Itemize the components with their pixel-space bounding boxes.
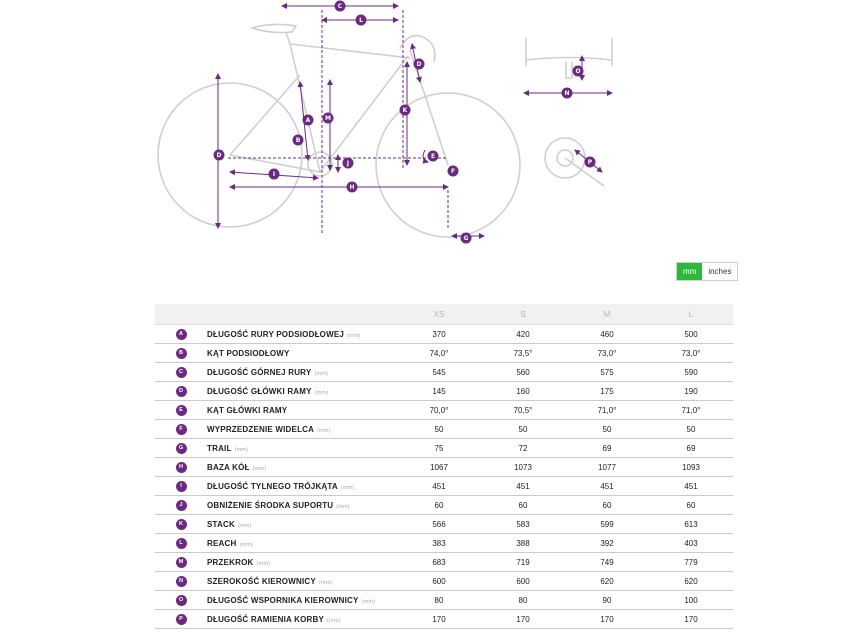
badge-E <box>428 151 439 162</box>
svg-text:N: N <box>564 90 570 98</box>
value-xs: 74,0° <box>397 344 481 363</box>
row-label-cell <box>207 591 397 610</box>
row-unit: (mm) <box>327 617 341 624</box>
badge-B <box>293 135 304 146</box>
row-badge-cell <box>155 458 207 477</box>
bike-outline <box>158 24 520 237</box>
row-unit: (mm) <box>361 598 376 605</box>
row-badge-cell <box>155 420 207 439</box>
value-m: 599 <box>565 515 649 534</box>
row-badge: D <box>176 386 187 397</box>
badge-A <box>303 115 314 126</box>
badge-C <box>335 1 346 12</box>
row-label: DŁUGOŚĆ RAMIENIA KORBY <box>207 614 324 624</box>
table-row <box>155 610 733 629</box>
value-s: 80 <box>481 591 565 610</box>
row-badge-cell <box>155 553 207 572</box>
value-m: 71,0° <box>565 401 649 420</box>
badge-P <box>585 157 596 168</box>
value-s: 73,5° <box>481 344 565 363</box>
table-header-row <box>155 304 733 325</box>
header-badge <box>155 304 207 325</box>
row-label: TRAIL <box>207 443 232 453</box>
header-label <box>207 304 397 325</box>
row-badge-cell <box>155 401 207 420</box>
dimension-lines <box>218 6 612 236</box>
table-row <box>155 458 733 477</box>
table-row <box>155 515 733 534</box>
row-unit: (mm) <box>347 332 361 339</box>
table-row <box>155 572 733 591</box>
value-l: 190 <box>649 382 733 401</box>
value-m: 575 <box>565 363 649 382</box>
svg-text:C: C <box>337 3 343 11</box>
table-body <box>155 325 733 629</box>
value-l: 590 <box>649 363 733 382</box>
value-s: 72 <box>481 439 565 458</box>
svg-text:H: H <box>349 184 355 192</box>
row-unit: (mm) <box>314 370 329 377</box>
value-l: 403 <box>649 534 733 553</box>
row-label: SZEROKOŚĆ KIEROWNICY <box>207 576 316 586</box>
value-xs: 545 <box>397 363 481 382</box>
row-badge-cell <box>155 363 207 382</box>
row-unit: (mm) <box>252 465 267 472</box>
value-l: 73,0° <box>649 344 733 363</box>
svg-text:I: I <box>272 171 276 179</box>
table-row <box>155 553 733 572</box>
seatpost <box>286 32 290 44</box>
value-m: 749 <box>565 553 649 572</box>
table-row <box>155 363 733 382</box>
value-xs: 683 <box>397 553 481 572</box>
unit-toggle[interactable] <box>676 262 738 281</box>
row-label-cell <box>207 534 397 553</box>
row-label: DŁUGOŚĆ GŁÓWKI RAMY <box>207 386 312 396</box>
value-xs: 566 <box>397 515 481 534</box>
row-badge-cell <box>155 496 207 515</box>
row-badge: I <box>176 481 187 492</box>
svg-text:J: J <box>346 160 350 168</box>
value-s: 600 <box>481 572 565 591</box>
svg-text:A: A <box>305 117 311 125</box>
table-row <box>155 477 733 496</box>
svg-text:L: L <box>359 17 363 25</box>
value-s: 1073 <box>481 458 565 477</box>
svg-text:K: K <box>402 107 408 115</box>
row-badge-cell <box>155 382 207 401</box>
value-s: 70,5° <box>481 401 565 420</box>
table-row <box>155 496 733 515</box>
value-l: 1093 <box>649 458 733 477</box>
row-badge: J <box>176 500 187 511</box>
svg-text:P: P <box>587 159 593 167</box>
svg-text:D: D <box>416 61 422 69</box>
row-badge: H <box>176 462 187 473</box>
table-row <box>155 534 733 553</box>
unit-mm-button[interactable]: mm <box>677 263 702 280</box>
badge-D-side <box>214 150 225 161</box>
value-xs: 383 <box>397 534 481 553</box>
row-unit: (mm) <box>340 484 355 491</box>
row-label: BAZA KÓŁ <box>207 462 250 472</box>
svg-text:B: B <box>295 137 301 145</box>
svg-text:D: D <box>216 152 222 160</box>
row-badge: O <box>176 595 187 606</box>
row-label: OBNIŻENIE ŚRODKA SUPORTU <box>207 500 334 510</box>
unit-inches-button[interactable]: inches <box>702 263 737 280</box>
row-label: STACK <box>207 519 235 529</box>
value-m: 90 <box>565 591 649 610</box>
row-label: DŁUGOŚĆ TYLNEGO TRÓJKĄTA <box>207 481 338 491</box>
svg-text:F: F <box>450 168 456 176</box>
value-xs: 60 <box>397 496 481 515</box>
table-row <box>155 344 733 363</box>
table-row <box>155 439 733 458</box>
badge-I <box>269 169 280 180</box>
value-l: 69 <box>649 439 733 458</box>
value-s: 160 <box>481 382 565 401</box>
row-badge: K <box>176 519 187 530</box>
value-m: 60 <box>565 496 649 515</box>
row-badge-cell <box>155 534 207 553</box>
row-unit: (mm) <box>314 389 329 396</box>
row-unit: (mm) <box>239 541 254 548</box>
value-xs: 1067 <box>397 458 481 477</box>
value-m: 73,0° <box>565 344 649 363</box>
handlebar-top-view <box>526 38 612 78</box>
value-m: 392 <box>565 534 649 553</box>
row-label: DŁUGOŚĆ RURY PODSIODŁOWEJ <box>207 329 345 339</box>
table-row <box>155 325 733 344</box>
value-l: 170 <box>649 610 733 629</box>
svg-text:M: M <box>325 115 331 123</box>
svg-text:G: G <box>463 235 469 243</box>
value-l: 500 <box>649 325 733 344</box>
value-m: 451 <box>565 477 649 496</box>
row-label: WYPRZEDZENIE WIDELCA <box>207 424 315 434</box>
badge-D <box>414 59 425 70</box>
value-xs: 451 <box>397 477 481 496</box>
value-s: 50 <box>481 420 565 439</box>
row-label: DŁUGOŚĆ WSPORNIKA KIEROWNICY <box>207 595 359 605</box>
row-badge-cell <box>155 325 207 344</box>
row-label-cell <box>207 458 397 477</box>
row-unit: (mm) <box>256 560 271 567</box>
value-s: 388 <box>481 534 565 553</box>
row-label-cell <box>207 401 397 420</box>
row-unit: (mm) <box>237 522 252 529</box>
badge-J <box>343 158 354 169</box>
value-m: 69 <box>565 439 649 458</box>
badge-O <box>573 66 584 77</box>
row-badge-cell <box>155 572 207 591</box>
row-unit: (mm) <box>234 446 249 453</box>
value-xs: 370 <box>397 325 481 344</box>
header-size-m: M <box>565 304 649 325</box>
row-badge-cell <box>155 515 207 534</box>
value-m: 620 <box>565 572 649 591</box>
value-l: 620 <box>649 572 733 591</box>
row-label-cell <box>207 477 397 496</box>
badge-N <box>562 88 573 99</box>
row-label-cell <box>207 344 397 363</box>
row-badge-cell <box>155 591 207 610</box>
value-l: 50 <box>649 420 733 439</box>
value-xs: 600 <box>397 572 481 591</box>
badge-L <box>356 15 367 26</box>
row-label-cell <box>207 553 397 572</box>
value-l: 613 <box>649 515 733 534</box>
value-l: 779 <box>649 553 733 572</box>
header-size-l: L <box>649 304 733 325</box>
header-size-s: S <box>481 304 565 325</box>
value-xs: 75 <box>397 439 481 458</box>
value-s: 451 <box>481 477 565 496</box>
row-label-cell <box>207 572 397 591</box>
badge-F <box>448 166 459 177</box>
value-s: 420 <box>481 325 565 344</box>
table-row <box>155 401 733 420</box>
value-xs: 170 <box>397 610 481 629</box>
row-label-cell <box>207 439 397 458</box>
row-badge: P <box>176 614 187 625</box>
value-xs: 50 <box>397 420 481 439</box>
row-label: REACH <box>207 538 237 548</box>
value-m: 175 <box>565 382 649 401</box>
value-s: 560 <box>481 363 565 382</box>
row-badge: B <box>176 348 187 359</box>
value-l: 100 <box>649 591 733 610</box>
row-badge-cell <box>155 477 207 496</box>
row-label-cell <box>207 420 397 439</box>
row-unit: (mm) <box>317 427 331 434</box>
row-badge: G <box>176 443 187 454</box>
value-m: 1077 <box>565 458 649 477</box>
row-badge: M <box>176 557 187 568</box>
row-badge: N <box>176 576 187 587</box>
row-label-cell <box>207 610 397 629</box>
value-l: 71,0° <box>649 401 733 420</box>
value-s: 60 <box>481 496 565 515</box>
value-xs: 70,0° <box>397 401 481 420</box>
value-xs: 145 <box>397 382 481 401</box>
badge-M <box>323 113 334 124</box>
value-s: 170 <box>481 610 565 629</box>
row-label-cell <box>207 382 397 401</box>
row-badge: E <box>176 405 187 416</box>
row-badge-cell <box>155 439 207 458</box>
badge-H <box>347 182 358 193</box>
row-badge: L <box>176 538 187 549</box>
value-xs: 80 <box>397 591 481 610</box>
table-row <box>155 591 733 610</box>
row-label-cell <box>207 515 397 534</box>
value-m: 50 <box>565 420 649 439</box>
svg-text:E: E <box>430 153 436 161</box>
geometry-table <box>155 304 733 629</box>
row-badge: C <box>176 367 187 378</box>
header-size-xs: XS <box>397 304 481 325</box>
value-s: 583 <box>481 515 565 534</box>
value-m: 170 <box>565 610 649 629</box>
row-label: PRZEKROK <box>207 557 254 567</box>
badge-K <box>400 105 411 116</box>
value-m: 460 <box>565 325 649 344</box>
row-badge: F <box>176 424 187 435</box>
row-label-cell <box>207 496 397 515</box>
value-s: 719 <box>481 553 565 572</box>
row-label-cell <box>207 363 397 382</box>
value-l: 451 <box>649 477 733 496</box>
bike-geometry-diagram <box>0 0 849 300</box>
row-label: KĄT PODSIODŁOWY <box>207 348 290 358</box>
row-badge-cell <box>155 610 207 629</box>
row-label: DŁUGOŚĆ GÓRNEJ RURY <box>207 367 312 377</box>
row-badge: A <box>176 329 187 340</box>
badge-G <box>461 233 472 244</box>
table-row <box>155 420 733 439</box>
row-label: KĄT GŁÓWKI RAMY <box>207 405 288 415</box>
row-unit: (mm) <box>318 579 333 586</box>
value-l: 60 <box>649 496 733 515</box>
row-label-cell <box>207 325 397 344</box>
row-unit: (mm) <box>336 503 350 510</box>
row-badge-cell <box>155 344 207 363</box>
table-row <box>155 382 733 401</box>
svg-text:O: O <box>575 68 581 76</box>
seat <box>252 24 296 32</box>
